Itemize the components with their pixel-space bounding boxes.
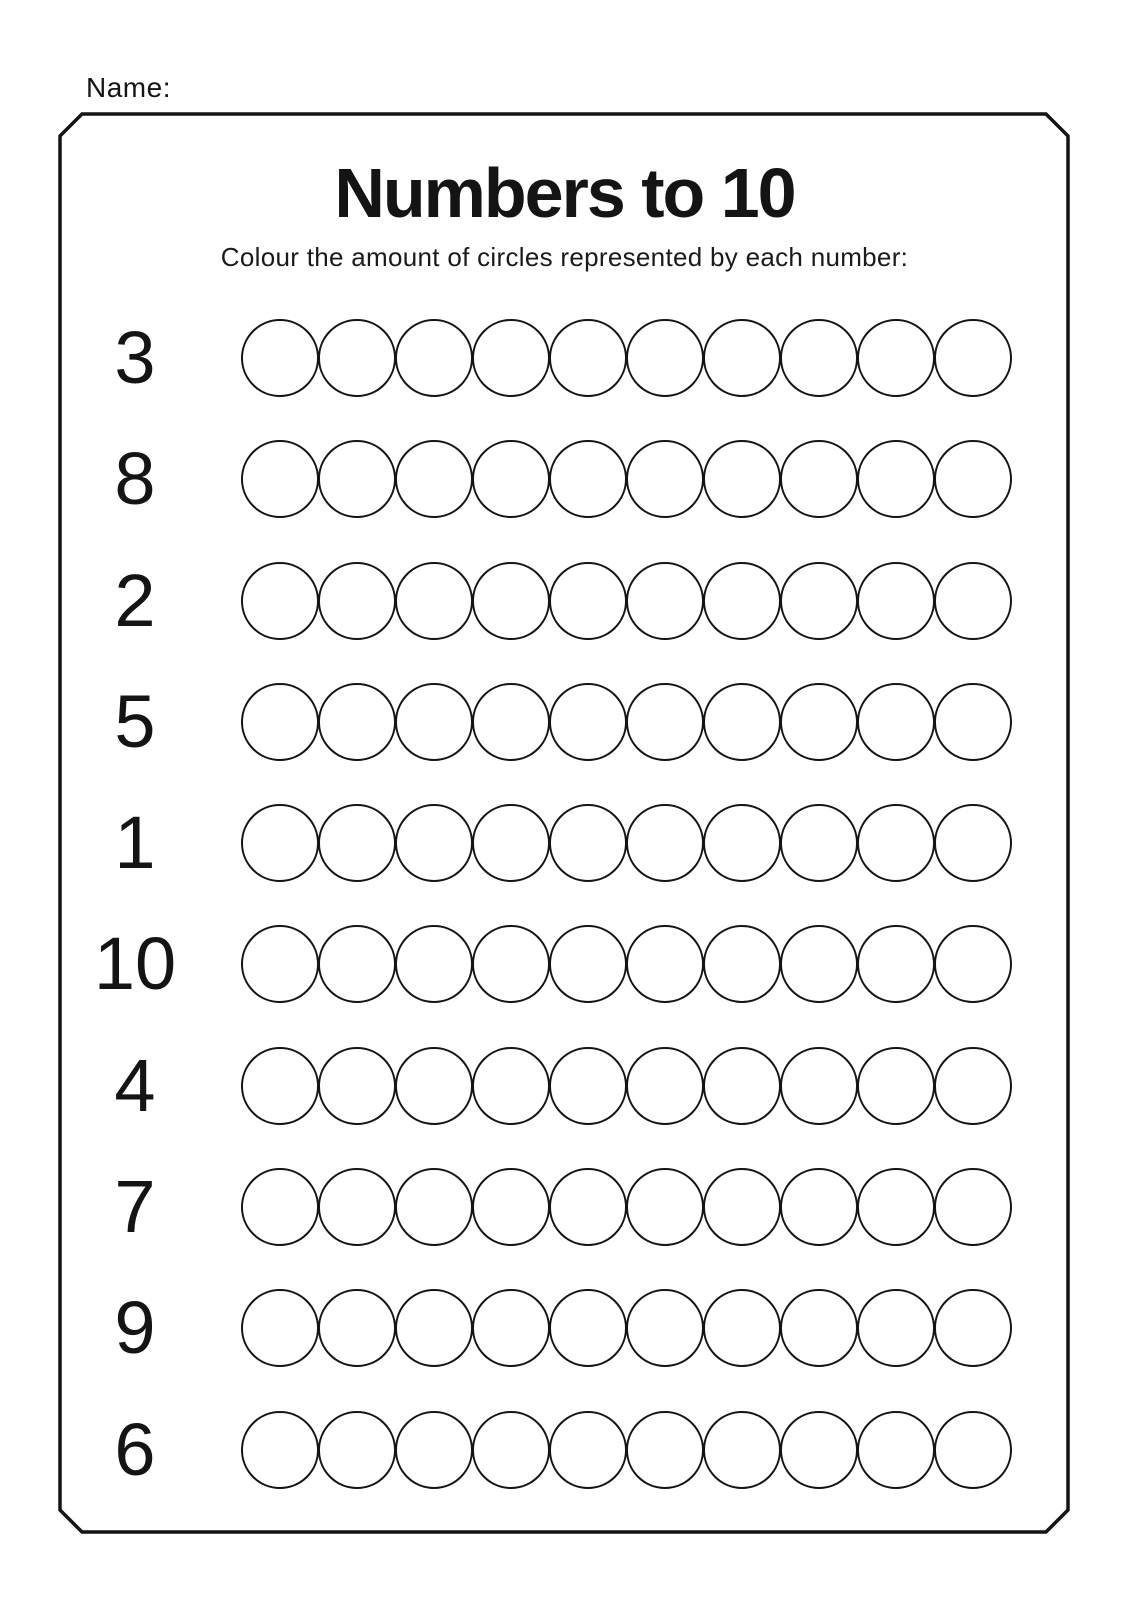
circle[interactable] xyxy=(318,319,396,397)
circle[interactable] xyxy=(318,1047,396,1125)
circle[interactable] xyxy=(549,925,627,1003)
circle-row xyxy=(241,683,1011,761)
circle[interactable] xyxy=(626,440,704,518)
circle[interactable] xyxy=(318,925,396,1003)
circle[interactable] xyxy=(626,1168,704,1246)
circle[interactable] xyxy=(780,440,858,518)
circle[interactable] xyxy=(241,1168,319,1246)
circle[interactable] xyxy=(241,804,319,882)
circle[interactable] xyxy=(934,683,1012,761)
circle[interactable] xyxy=(703,319,781,397)
circle[interactable] xyxy=(241,1289,319,1367)
circle[interactable] xyxy=(549,804,627,882)
circle[interactable] xyxy=(780,1289,858,1367)
instructions-text: Colour the amount of circles represented by each number: xyxy=(220,242,909,272)
circle[interactable] xyxy=(549,1411,627,1489)
circle[interactable] xyxy=(703,925,781,1003)
circle[interactable] xyxy=(857,804,935,882)
circle[interactable] xyxy=(241,1411,319,1489)
circle[interactable] xyxy=(318,1411,396,1489)
worksheet-row xyxy=(0,801,1131,925)
row-number: 8 xyxy=(114,437,156,521)
circle[interactable] xyxy=(780,1411,858,1489)
worksheet-row xyxy=(0,1165,1131,1289)
circle[interactable] xyxy=(934,1168,1012,1246)
circle[interactable] xyxy=(626,804,704,882)
circle[interactable] xyxy=(857,925,935,1003)
circle[interactable] xyxy=(318,1289,396,1367)
circle[interactable] xyxy=(780,683,858,761)
circle[interactable] xyxy=(703,1168,781,1246)
circle[interactable] xyxy=(780,804,858,882)
circle-row xyxy=(241,440,1011,518)
circle[interactable] xyxy=(626,1047,704,1125)
worksheet-row xyxy=(0,316,1131,440)
circle[interactable] xyxy=(857,319,935,397)
circle[interactable] xyxy=(472,683,550,761)
circle[interactable] xyxy=(472,440,550,518)
worksheet-row xyxy=(0,1286,1131,1410)
circle[interactable] xyxy=(934,925,1012,1003)
circle[interactable] xyxy=(703,562,781,640)
circle[interactable] xyxy=(703,683,781,761)
circle[interactable] xyxy=(549,1289,627,1367)
circle[interactable] xyxy=(395,319,473,397)
worksheet-row xyxy=(0,1407,1131,1532)
circle[interactable] xyxy=(472,925,550,1003)
circle[interactable] xyxy=(472,319,550,397)
circle[interactable] xyxy=(318,1168,396,1246)
circle[interactable] xyxy=(472,562,550,640)
worksheet-row xyxy=(0,679,1131,804)
circle[interactable] xyxy=(626,1411,704,1489)
circle[interactable] xyxy=(703,804,781,882)
circle[interactable] xyxy=(549,1047,627,1125)
circle-row xyxy=(241,804,1011,882)
circle[interactable] xyxy=(549,1168,627,1246)
circle[interactable] xyxy=(626,683,704,761)
circle[interactable] xyxy=(703,1411,781,1489)
circle[interactable] xyxy=(934,804,1012,882)
row-number: 6 xyxy=(114,1407,156,1491)
circle[interactable] xyxy=(472,1289,550,1367)
circle[interactable] xyxy=(626,319,704,397)
circle[interactable] xyxy=(395,440,473,518)
circle[interactable] xyxy=(626,562,704,640)
circle[interactable] xyxy=(857,1289,935,1367)
circle[interactable] xyxy=(780,319,858,397)
circle[interactable] xyxy=(472,804,550,882)
circle[interactable] xyxy=(318,804,396,882)
row-number: 2 xyxy=(114,558,156,642)
circle[interactable] xyxy=(549,440,627,518)
row-number: 5 xyxy=(114,679,156,763)
circle[interactable] xyxy=(934,562,1012,640)
circle[interactable] xyxy=(934,1411,1012,1489)
circle-row xyxy=(241,1168,1011,1246)
name-label: Name: xyxy=(86,72,171,103)
circle[interactable] xyxy=(241,440,319,518)
worksheet-row xyxy=(0,1043,1131,1168)
circle-row xyxy=(241,1411,1011,1489)
circle-row xyxy=(241,319,1011,397)
circle[interactable] xyxy=(241,562,319,640)
circle[interactable] xyxy=(395,1168,473,1246)
circle[interactable] xyxy=(395,683,473,761)
circle[interactable] xyxy=(626,925,704,1003)
circle[interactable] xyxy=(780,1168,858,1246)
page-title: Numbers to 10 xyxy=(334,154,795,232)
circle[interactable] xyxy=(857,1411,935,1489)
circle[interactable] xyxy=(934,1289,1012,1367)
circle[interactable] xyxy=(395,804,473,882)
circle[interactable] xyxy=(780,1047,858,1125)
circle[interactable] xyxy=(241,319,319,397)
row-number: 9 xyxy=(114,1286,156,1370)
circle[interactable] xyxy=(780,925,858,1003)
circle[interactable] xyxy=(395,1411,473,1489)
row-number: 7 xyxy=(114,1165,156,1249)
row-number: 1 xyxy=(114,801,156,885)
circle[interactable] xyxy=(934,319,1012,397)
worksheet-rows xyxy=(0,316,1131,1532)
circle[interactable] xyxy=(549,319,627,397)
circle[interactable] xyxy=(472,1047,550,1125)
circle[interactable] xyxy=(703,1289,781,1367)
circle[interactable] xyxy=(318,562,396,640)
circle[interactable] xyxy=(395,1289,473,1367)
circle[interactable] xyxy=(395,1047,473,1125)
worksheet-row xyxy=(0,437,1131,561)
worksheet-row xyxy=(0,922,1131,1046)
circle[interactable] xyxy=(472,1168,550,1246)
circle[interactable] xyxy=(857,562,935,640)
circle[interactable] xyxy=(857,440,935,518)
row-number: 10 xyxy=(93,922,177,1006)
circle-row xyxy=(241,562,1011,640)
circle[interactable] xyxy=(241,683,319,761)
row-number: 3 xyxy=(114,316,156,399)
circle[interactable] xyxy=(395,925,473,1003)
circle[interactable] xyxy=(703,440,781,518)
circle[interactable] xyxy=(703,1047,781,1125)
circle[interactable] xyxy=(318,683,396,761)
circle[interactable] xyxy=(934,440,1012,518)
circle[interactable] xyxy=(395,562,473,640)
circle[interactable] xyxy=(934,1047,1012,1125)
row-number: 4 xyxy=(114,1043,156,1127)
circle[interactable] xyxy=(549,562,627,640)
circle[interactable] xyxy=(780,562,858,640)
circle[interactable] xyxy=(549,683,627,761)
circle[interactable] xyxy=(318,440,396,518)
circle[interactable] xyxy=(472,1411,550,1489)
circle[interactable] xyxy=(857,1047,935,1125)
circle-row xyxy=(241,925,1011,1003)
circle[interactable] xyxy=(857,683,935,761)
circle[interactable] xyxy=(626,1289,704,1367)
circle[interactable] xyxy=(857,1168,935,1246)
circle-row xyxy=(241,1289,1011,1367)
circle[interactable] xyxy=(241,925,319,1003)
worksheet-row xyxy=(0,558,1131,683)
circle[interactable] xyxy=(241,1047,319,1125)
circle-row xyxy=(241,1047,1011,1125)
